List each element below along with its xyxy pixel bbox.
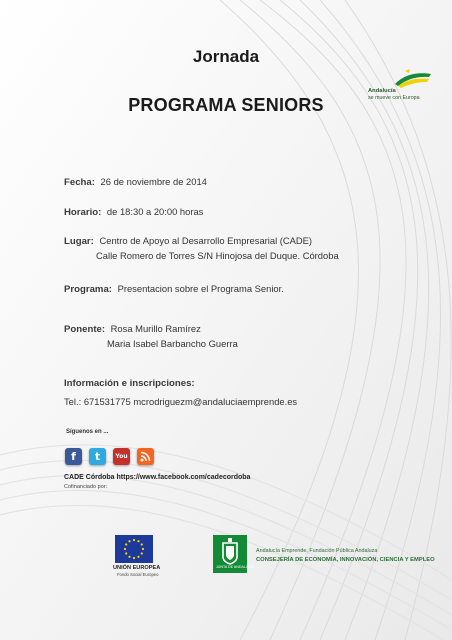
programa-value: Presentacion sobre el Programa Senior. <box>117 283 284 294</box>
twitter-icon[interactable]: t <box>89 448 106 465</box>
junta-andalucia-logo <box>213 535 255 573</box>
social-icons <box>65 448 154 465</box>
eu-stars-icon <box>115 535 153 563</box>
horario-value: de 18:30 a 20:00 horas <box>106 206 204 217</box>
eu-star <box>128 556 130 558</box>
programa-label: Programa: <box>64 284 112 295</box>
cade-facebook-row <box>64 474 250 481</box>
cade-label: CADE Córdoba <box>64 474 115 481</box>
eu-star <box>124 548 126 550</box>
cofinanced-label: Cofinanciado por: <box>64 484 108 490</box>
ponente-label: Ponente: <box>64 324 106 335</box>
page-title: Jornada <box>192 47 260 66</box>
social-heading: Síguenos en ... <box>66 429 109 435</box>
lugar-line2: Calle Romero de Torres S/N Hinojosa del Duque. Córdoba <box>96 250 339 261</box>
programa-row <box>64 283 284 295</box>
youtube-icon[interactable]: You <box>113 448 130 465</box>
logo-line1: Andalucía <box>368 88 396 94</box>
info-heading: Información e inscripciones: <box>64 378 195 389</box>
eu-star <box>133 557 135 559</box>
junta-caption: JUNTA DE ANDALUCIA <box>216 565 255 569</box>
eu-star <box>141 552 143 554</box>
eu-label: UNIÓN EUROPEA <box>113 565 161 571</box>
eu-flag-logo <box>115 535 153 563</box>
eu-star <box>137 540 139 542</box>
logo-line2: se mueve con Europa <box>368 95 420 101</box>
lugar-line1: Centro de Apoyo al Desarrollo Empresarial (CADE) <box>99 235 313 246</box>
andalucia-europa-logo <box>365 68 435 104</box>
facebook-icon[interactable]: f <box>65 448 82 465</box>
program-title: PROGRAMA SENIORS <box>128 95 324 115</box>
ponente-row <box>64 323 201 335</box>
fecha-value: 26 de noviembre de 2014 <box>100 176 207 187</box>
horario-row <box>64 206 203 218</box>
ponente-line2: Maria Isabel Barbancho Guerra <box>107 338 238 349</box>
tel-label: Tel.: <box>64 396 82 407</box>
eu-star <box>141 543 143 545</box>
tel-value[interactable]: 671531775 <box>83 396 131 407</box>
horario-label: Horario: <box>64 207 102 218</box>
eu-star <box>125 543 127 545</box>
facebook-url-link[interactable]: https://www.facebook.com/cadecordoba <box>116 474 251 481</box>
flag-swoosh-icon <box>365 68 435 90</box>
consejeria-name: CONSEJERÍA DE ECONOMÍA, INNOVACIÓN, CIENCIA Y EMPLEO <box>256 557 435 563</box>
contact-row <box>64 396 297 407</box>
lugar-row <box>64 235 312 247</box>
ponente-line1: Rosa Murillo Ramírez <box>110 323 201 334</box>
lugar-label: Lugar: <box>64 236 94 247</box>
eu-fund-label: Fondo Social Europeo <box>117 572 159 577</box>
org-name: Andalucía Emprende, Fundación Pública Andaluza <box>256 548 378 554</box>
eu-star <box>125 552 127 554</box>
fecha-label: Fecha: <box>64 177 95 188</box>
fecha-row <box>64 176 207 188</box>
eu-star <box>137 556 139 558</box>
email-link[interactable]: mcrodriguezm@andaluciaemprende.es <box>133 396 298 407</box>
eu-star <box>142 548 144 550</box>
eu-star <box>128 540 130 542</box>
eu-star <box>133 539 135 541</box>
rss-icon[interactable] <box>137 448 154 465</box>
